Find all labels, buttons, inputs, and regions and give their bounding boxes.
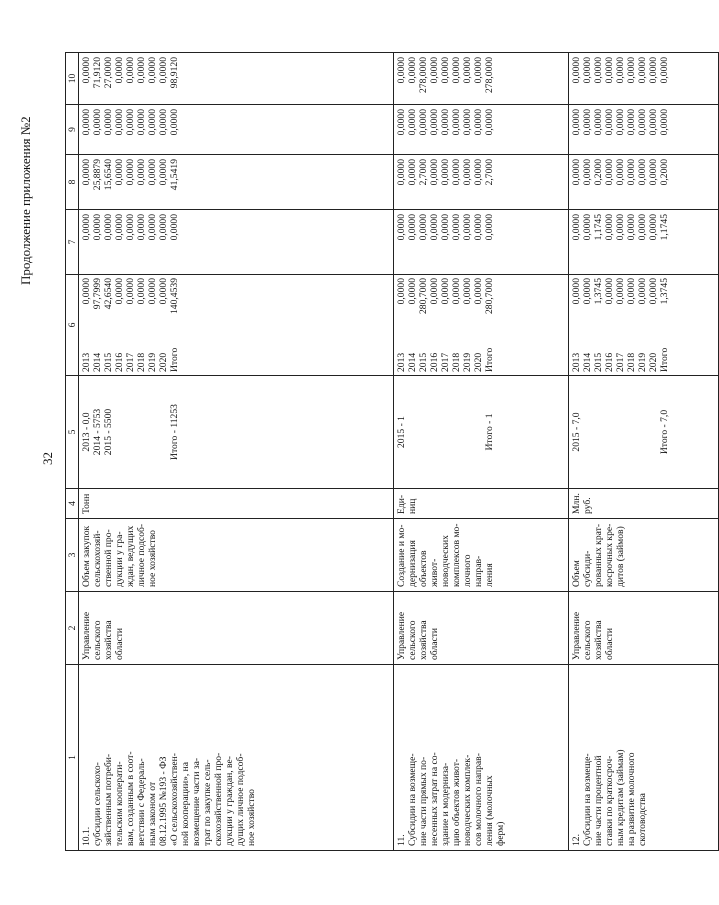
funding-value: 0,0000 <box>615 57 626 84</box>
funding-value: 0,0000 <box>462 57 473 84</box>
year-label: 2013 <box>571 352 582 372</box>
cell-executor: Управление сельского хозяйства области <box>394 592 569 665</box>
page-number: 32 <box>40 452 55 465</box>
funding-value: 278,0000 <box>484 57 495 93</box>
target-value: 2013 - 0,0 <box>81 412 92 452</box>
funding-value: 0,0000 <box>158 214 169 241</box>
funding-value: 0,0000 <box>407 159 418 186</box>
funding-value: 280,7000 <box>418 278 429 314</box>
funding-value: 71,9120 <box>92 57 103 89</box>
funding-value: 27,0000 <box>103 57 114 89</box>
year-label: 2019 <box>462 352 473 372</box>
funding-value: 0,0000 <box>136 159 147 186</box>
column-number: 8 <box>66 155 79 210</box>
funding-value: 0,0000 <box>114 214 125 241</box>
funding-value: 0,0000 <box>136 57 147 84</box>
year-label: 2017 <box>615 352 626 372</box>
funding-value: 0,0000 <box>451 57 462 84</box>
target-value: 2014 - 5753 <box>92 408 103 456</box>
funding-value: 0,0000 <box>462 109 473 136</box>
year-label: 2014 <box>407 352 418 372</box>
funding-value: 0,0000 <box>114 278 125 305</box>
cell-funding-c7 <box>394 210 569 275</box>
funding-value: 0,0000 <box>604 159 615 186</box>
cell-funding-c10 <box>569 53 719 105</box>
funding-value: 0,0000 <box>451 159 462 186</box>
funding-value: 0,0000 <box>659 109 670 136</box>
funding-value: 0,0000 <box>473 278 484 305</box>
funding-value: 0,0000 <box>136 214 147 241</box>
column-number: 3 <box>66 519 79 592</box>
year-label: 2018 <box>626 352 637 372</box>
funding-value: 98,9120 <box>169 57 180 89</box>
cell-target <box>79 376 394 489</box>
funding-value: 0,0000 <box>125 109 136 136</box>
year-label: 2015 <box>593 352 604 372</box>
funding-value: 0,0000 <box>473 159 484 186</box>
year-label: 2014 <box>92 352 103 372</box>
cell-funding-total <box>79 275 394 376</box>
cell-funding-c8 <box>569 155 719 210</box>
funding-value: 0,0000 <box>582 109 593 136</box>
funding-value: 0,0000 <box>440 278 451 305</box>
year-label: 2015 <box>103 352 114 372</box>
funding-value: 0,0000 <box>125 159 136 186</box>
program-table <box>65 52 719 851</box>
measure-description: Субсидии на возмеще- ние части прямых по- несенных затрат на со- здание и модерниза- цию объектов живот- новодческих комплек- сов молочного направ- ления (молочных ферм) <box>407 752 506 846</box>
cell-funding-c10 <box>79 53 394 105</box>
funding-value: 0,0000 <box>571 57 582 84</box>
table-row <box>79 53 394 851</box>
funding-value: 0,0000 <box>396 57 407 84</box>
funding-value: 0,0000 <box>473 57 484 84</box>
funding-value: 0,0000 <box>81 109 92 136</box>
funding-value: 97,7999 <box>92 278 103 310</box>
funding-value: 15,6540 <box>103 159 114 191</box>
cell-unit: Тонн <box>79 489 394 519</box>
target-total: Итого - 1 <box>484 413 495 451</box>
funding-value: 0,0000 <box>407 278 418 305</box>
year-label: Итого <box>659 347 670 372</box>
funding-value: 0,0000 <box>582 57 593 84</box>
funding-value: 0,0000 <box>462 159 473 186</box>
funding-value: 0,0000 <box>473 214 484 241</box>
funding-value: 0,0000 <box>114 159 125 186</box>
funding-value: 0,0000 <box>615 278 626 305</box>
funding-value: 0,0000 <box>147 214 158 241</box>
measure-description: Субсидии на возмеще- ние части процентной ставки по краткосроч- ным кредитам (займам) на развитие молочного скотоводства <box>582 749 648 846</box>
year-label: 2019 <box>147 352 158 372</box>
funding-value: 280,7000 <box>484 278 495 314</box>
cell-target <box>569 376 719 489</box>
funding-value: 0,2000 <box>659 159 670 186</box>
year-label: Итого <box>169 347 180 372</box>
value-list <box>81 278 180 314</box>
year-list <box>81 348 180 372</box>
cell-funding-c8 <box>79 155 394 210</box>
cell-executor: Управление сельского хозяйства области <box>569 592 719 665</box>
funding-value: 1,3745 <box>659 278 670 305</box>
year-label: 2014 <box>582 352 593 372</box>
funding-value: 0,0000 <box>407 214 418 241</box>
funding-value: 0,2000 <box>593 159 604 186</box>
funding-value: 0,0000 <box>484 109 495 136</box>
funding-value: 0,0000 <box>92 109 103 136</box>
year-label: 2017 <box>440 352 451 372</box>
cell-funding-c7 <box>79 210 394 275</box>
year-list <box>571 348 670 372</box>
cell-funding-total <box>394 275 569 376</box>
funding-value: 0,0000 <box>637 159 648 186</box>
cell-funding-c9 <box>394 105 569 155</box>
funding-value: 0,0000 <box>593 57 604 84</box>
funding-value: 0,0000 <box>125 214 136 241</box>
funding-value: 0,0000 <box>462 214 473 241</box>
funding-value: 0,0000 <box>92 214 103 241</box>
target-total: Итого - 11253 <box>169 404 180 460</box>
cell-indicator: Объем субсиди- рованных крат- косрочных кре- дитов (займов) <box>569 519 719 592</box>
funding-value: 278,0000 <box>418 57 429 93</box>
funding-value: 0,0000 <box>147 278 158 305</box>
funding-value: 0,0000 <box>125 57 136 84</box>
funding-value: 0,0000 <box>396 214 407 241</box>
year-label: 2020 <box>473 352 484 372</box>
funding-value: 0,0000 <box>158 109 169 136</box>
funding-value: 0,0000 <box>396 278 407 305</box>
funding-value: 0,0000 <box>158 57 169 84</box>
funding-value: 0,0000 <box>407 57 418 84</box>
funding-value: 0,0000 <box>648 109 659 136</box>
funding-value: 0,0000 <box>147 109 158 136</box>
funding-value: 0,0000 <box>604 57 615 84</box>
funding-value: 0,0000 <box>626 57 637 84</box>
funding-value: 0,0000 <box>81 57 92 84</box>
funding-value: 0,0000 <box>571 278 582 305</box>
funding-value: 0,0000 <box>158 159 169 186</box>
cell-indicator: Создание и мо- дернизация объектов живот- новодческих комплексов мо- лочного направ- ления <box>394 519 569 592</box>
cell-unit: Млн. руб. <box>569 489 719 519</box>
column-number: 7 <box>66 210 79 275</box>
funding-value: 0,0000 <box>637 214 648 241</box>
funding-value: 1,3745 <box>593 278 604 305</box>
year-label: 2019 <box>637 352 648 372</box>
funding-value: 0,0000 <box>615 159 626 186</box>
funding-value: 0,0000 <box>615 214 626 241</box>
cell-indicator: Объем закупок сельскохозяй- ственной про- дукции у гра- ждан, ведущих личное подсоб- ное хозяйство <box>79 519 394 592</box>
funding-value: 0,0000 <box>451 109 462 136</box>
measure-description: субсидии сельскохо- зяйственным потреби- тельским кооперати- вам, созданным в соот- ветствии с Федераль- ным законом от 08.12.1995 №193 - ФЗ «О сельскохозяйствен- ной кооперации», на возмещение части за- трат по закупке сель- скохозяйственной про- дукции у граждан, ве- дущих личное подсоб- ное хозяйство <box>92 751 257 846</box>
column-number-row <box>66 53 79 851</box>
funding-value: 0,0000 <box>451 278 462 305</box>
table-row <box>569 53 719 851</box>
funding-value: 0,0000 <box>429 57 440 84</box>
funding-value: 0,0000 <box>440 214 451 241</box>
funding-value: 0,0000 <box>114 109 125 136</box>
funding-value: 0,0000 <box>81 278 92 305</box>
cell-executor: Управление сельского хозяйства области <box>79 592 394 665</box>
cell-funding-c10 <box>394 53 569 105</box>
cell-measure <box>569 665 719 851</box>
funding-value: 1,1745 <box>659 214 670 241</box>
cell-funding-c7 <box>569 210 719 275</box>
funding-value: 0,0000 <box>440 109 451 136</box>
funding-value: 0,0000 <box>147 57 158 84</box>
year-label: 2016 <box>114 352 125 372</box>
target-total: Итого - 7,0 <box>659 409 670 455</box>
cell-funding-c9 <box>569 105 719 155</box>
funding-value: 2,7000 <box>484 159 495 186</box>
funding-value: 0,0000 <box>615 109 626 136</box>
funding-value: 0,0000 <box>169 214 180 241</box>
cell-measure <box>79 665 394 851</box>
funding-value: 0,0000 <box>648 214 659 241</box>
funding-value: 0,0000 <box>571 214 582 241</box>
funding-value: 0,0000 <box>582 159 593 186</box>
funding-value: 0,0000 <box>484 214 495 241</box>
funding-value: 0,0000 <box>582 214 593 241</box>
funding-value: 0,0000 <box>396 109 407 136</box>
funding-value: 0,0000 <box>637 109 648 136</box>
funding-value: 0,0000 <box>626 109 637 136</box>
funding-value: 41,5419 <box>169 159 180 191</box>
funding-value: 0,0000 <box>396 159 407 186</box>
year-label: 2013 <box>81 352 92 372</box>
funding-value: 0,0000 <box>114 57 125 84</box>
year-label: 2017 <box>125 352 136 372</box>
funding-value: 0,0000 <box>473 109 484 136</box>
funding-value: 0,0000 <box>648 278 659 305</box>
column-number: 10 <box>66 53 79 105</box>
funding-value: 0,0000 <box>593 109 604 136</box>
funding-value: 0,0000 <box>648 159 659 186</box>
row-number: 11. <box>396 834 407 846</box>
funding-value: 140,4539 <box>169 278 180 314</box>
funding-value: 0,0000 <box>429 214 440 241</box>
column-number: 6 <box>66 275 79 376</box>
funding-value: 25,8879 <box>92 159 103 191</box>
funding-value: 0,0000 <box>429 278 440 305</box>
funding-value: 2,7000 <box>418 159 429 186</box>
funding-value: 0,0000 <box>582 278 593 305</box>
funding-value: 0,0000 <box>626 214 637 241</box>
cell-funding-total <box>569 275 719 376</box>
value-list <box>396 278 495 314</box>
funding-value: 0,0000 <box>81 214 92 241</box>
cell-measure <box>394 665 569 851</box>
funding-value: 0,0000 <box>103 109 114 136</box>
funding-value: 0,0000 <box>429 109 440 136</box>
funding-value: 0,0000 <box>659 57 670 84</box>
cell-target <box>394 376 569 489</box>
funding-value: 42,6540 <box>103 278 114 310</box>
funding-value: 0,0000 <box>169 109 180 136</box>
funding-value: 0,0000 <box>418 214 429 241</box>
funding-value: 0,0000 <box>604 214 615 241</box>
year-label: 2013 <box>396 352 407 372</box>
year-label: Итого <box>484 347 495 372</box>
funding-value: 0,0000 <box>604 109 615 136</box>
funding-value: 0,0000 <box>429 159 440 186</box>
funding-value: 0,0000 <box>136 278 147 305</box>
year-label: 2020 <box>648 352 659 372</box>
funding-value: 0,0000 <box>451 214 462 241</box>
row-number: 12. <box>571 834 582 846</box>
cell-funding-c8 <box>394 155 569 210</box>
funding-value: 0,0000 <box>462 278 473 305</box>
column-number: 1 <box>66 665 79 851</box>
year-label: 2015 <box>418 352 429 372</box>
year-label: 2016 <box>429 352 440 372</box>
funding-value: 0,0000 <box>147 159 158 186</box>
funding-value: 0,0000 <box>440 159 451 186</box>
target-value: 2015 - 1 <box>396 416 407 448</box>
funding-value: 0,0000 <box>103 214 114 241</box>
funding-value: 0,0000 <box>125 278 136 305</box>
funding-value: 0,0000 <box>418 109 429 136</box>
year-label: 2016 <box>604 352 615 372</box>
year-list <box>396 348 495 372</box>
column-number: 5 <box>66 376 79 489</box>
table-row <box>394 53 569 851</box>
year-label: 2018 <box>451 352 462 372</box>
funding-value: 0,0000 <box>136 109 147 136</box>
funding-value: 0,0000 <box>626 159 637 186</box>
funding-value: 0,0000 <box>604 278 615 305</box>
column-number: 9 <box>66 105 79 155</box>
year-label: 2020 <box>158 352 169 372</box>
cell-funding-c9 <box>79 105 394 155</box>
column-number: 2 <box>66 592 79 665</box>
funding-value: 0,0000 <box>158 278 169 305</box>
row-number: 10.1. <box>81 826 92 846</box>
funding-value: 0,0000 <box>637 278 648 305</box>
funding-value: 0,0000 <box>626 278 637 305</box>
column-number: 4 <box>66 489 79 519</box>
funding-value: 0,0000 <box>648 57 659 84</box>
funding-value: 1,1745 <box>593 214 604 241</box>
continuation-label: Продолжение приложения №2 <box>18 116 33 285</box>
funding-value: 0,0000 <box>571 109 582 136</box>
funding-value: 0,0000 <box>637 57 648 84</box>
value-list <box>571 278 670 304</box>
funding-value: 0,0000 <box>440 57 451 84</box>
funding-value: 0,0000 <box>81 159 92 186</box>
funding-value: 0,0000 <box>571 159 582 186</box>
cell-unit: Еди- ниц <box>394 489 569 519</box>
target-value: 2015 - 5500 <box>103 408 114 456</box>
year-label: 2018 <box>136 352 147 372</box>
funding-value: 0,0000 <box>407 109 418 136</box>
target-value: 2015 - 7,0 <box>571 412 582 452</box>
